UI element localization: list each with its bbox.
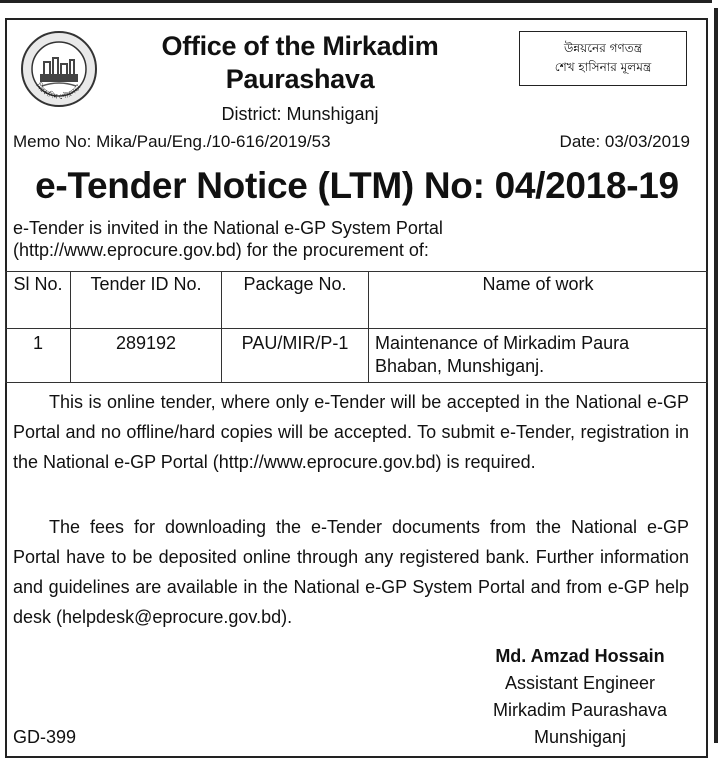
notice-title: e-Tender Notice (LTM) No: 04/2018-19 (35, 165, 679, 206)
col-header-package: Package No. (222, 272, 369, 329)
table-row (6, 329, 708, 383)
cell-package: PAU/MIR/P-1 (222, 329, 369, 383)
footer-code: GD-399 (13, 727, 77, 747)
paurashava-seal-icon (20, 30, 98, 108)
cell-tender-id: 289192 (71, 329, 222, 383)
slogan-box (519, 31, 687, 86)
slogan-line2: শেখ হাসিনার মূলমন্ত্র (554, 60, 652, 74)
signer-place: Munshiganj (533, 727, 627, 747)
intro-line1: e-Tender is invited in the National e-GP System Portal (13, 218, 443, 238)
col-header-sl: Sl No. (6, 272, 71, 329)
intro-text (13, 217, 703, 261)
district-line: District: Munshiganj (221, 104, 379, 124)
col-header-tender-id: Tender ID No. (71, 272, 222, 329)
signer-designation: Assistant Engineer (504, 673, 656, 693)
memo-number: Memo No: Mika/Pau/Eng./10-616/2019/53 (13, 132, 331, 151)
paragraph-fees: The fees for downloading the e-Tender documents from the National e-GP Portal have to be deposited online through any registered bank. Further information and guidelines are available in the National e-GP System Portal and from e-GP help desk (helpdesk@eprocure.gov.bd). (13, 517, 689, 627)
office-title-line1: Office of the Mirkadim (161, 31, 439, 61)
tender-table (5, 271, 708, 383)
right-border-rule (714, 8, 718, 743)
intro-line2: (http://www.eprocure.gov.bd) for the procurement of: (13, 240, 429, 260)
cell-sl: 1 (6, 329, 71, 383)
slogan-line1: উন্নয়নের গণতন্ত্র (563, 41, 643, 55)
cell-work: Maintenance of Mirkadim Paura Bhaban, Munshiganj. (369, 329, 708, 383)
signer-name: Md. Amzad Hossain (495, 646, 665, 666)
top-border-rule (0, 0, 712, 3)
signature-block (430, 643, 722, 751)
paragraph-online-tender: This is online tender, where only e-Tender will be accepted in the National e-GP Portal and no offline/hard copies will be accepted. To submit e-Tender, registration in the National e-GP Portal (http://www.eprocure.gov.bd) is required. (13, 392, 689, 472)
notice-date: Date: 03/03/2019 (559, 132, 690, 151)
table-header-row (6, 272, 708, 329)
office-title-line2: Paurashava (225, 64, 375, 94)
signer-office: Mirkadim Paurashava (492, 700, 668, 720)
col-header-work: Name of work (369, 272, 708, 329)
seal-arc-text: মিরকাদিম পৌরসভা (34, 81, 83, 102)
office-title (130, 30, 470, 96)
